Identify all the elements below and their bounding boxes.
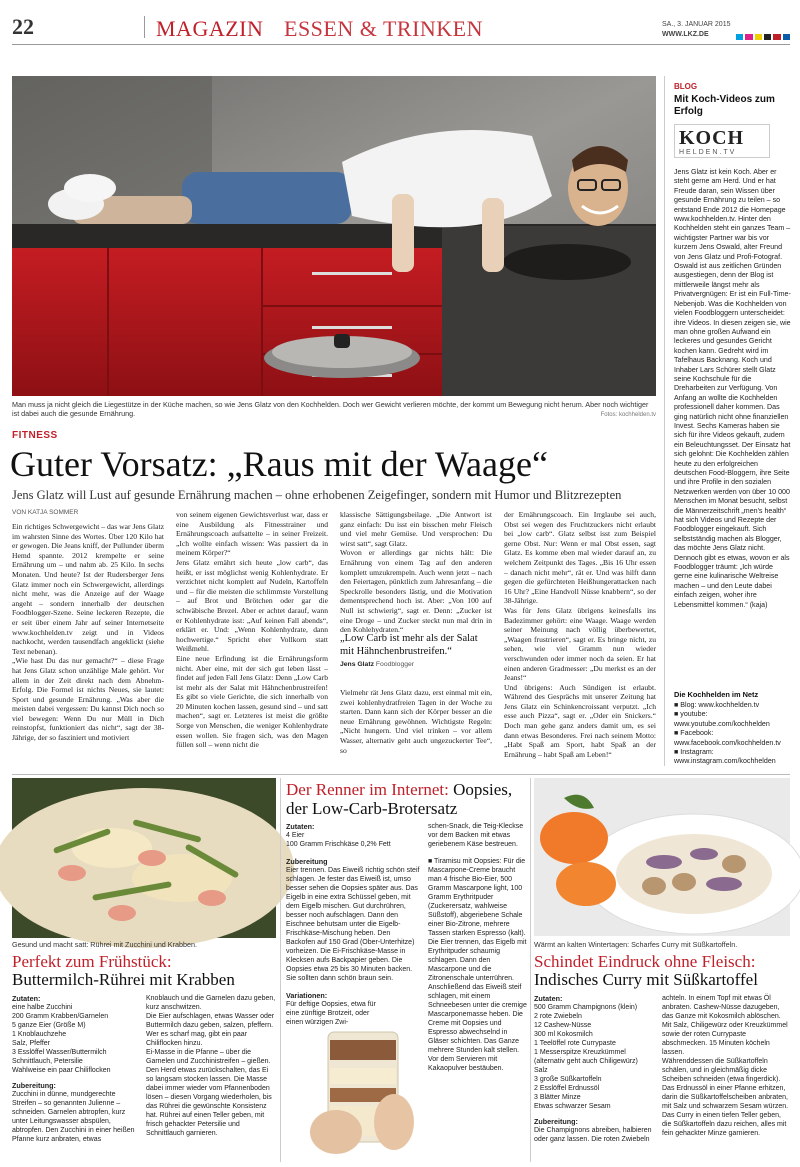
ruehrei-column-2: Knoblauch und die Garnelen dazu geben, kurz anschwitzen. Die Eier aufschlagen, etwas Wasser oder Buttermilch dazu geben, salzen, pfeffern. Wer es scharf mag, gibt ein paar Chiliflocken hinzu. Ei-Masse in die Pfanne – über die Garnelen und Zucchinistreifen – gießen. Den Herd etwas zurückschalten, das Ei so langsam stocken lassen. Die Masse dabei immer wieder vom Pfannenboden lösen – diesen Vorgang wiederholen, bis das Rührei die gewünschte Konsistenz hat. Rührei auf einen Teller geben, mit frisch gehackter Petersilie und Schnittlauch garnieren. [146, 995, 276, 1137]
pullquote-author: Jens Glatz [340, 661, 374, 668]
article-column-3b: Vielmehr rät Jens Glatz dazu, erst einmal mit ein, zwei kohlenhydratfreien Tagen in der Woche zu starten. Dann kann sich der Körper besser an die neue Ernährung gewöhnen. Wichtigste Regeln: „Nicht hungern. Und viel trinken – vor allem Wasser, alternativ geht auch ungezuckerter Tee“, so [340, 688, 492, 755]
curry-caption: Wärmt an kalten Wintertagen: Scharfes Curry mit Süßkartoffeln. [534, 940, 738, 949]
oopsies-prep-label: Zubereitung [286, 857, 328, 866]
article-column-4: der Ernährungscoach. Ein Irrglaube sei auch, Obst sei wegen des Fruchtzuckers nicht erlaubt bei „low carb“. Glatz selbst isst zum Beispiel gerne Obst. Nur: Wenn er mal Obst essen, sagt Glatz. Es komme eben mal wieder darauf an, zu welchem Zeitpunkt des Tages. „Bis 16 Uhr essen – danach nicht mehr“, rät er. Und was hilft dann gegen die gefürchteten Heißhungerattacken nach 16 Uhr? „Eine Handvoll Nüsse knabbern“, so der 38-Jährige. Was für Jens Glatz übrigens keinesfalls ins Badezimmer gehört: eine Waage. Waage werden seiner Meinung nach völlig überbewertet, „Waagen frustrieren“, sagt er. Es bringe nicht, zu sehen, wie viel Gramm nun wieder verschwunden oder immer noch da seien. Er hat einen anderen Gradmesser: „Du merkst es an der Jeans!“ Und übrigens: Auch Sündigen ist erlaubt. Während des Gesprächs mit unserer Zeitung hat Jens Glatz ein Schinkencroissant verputzt. „Ich esse auch Pizza“, sagt er. „Oder ein Snickers.“ Doch man gehe ganz anders damit um, es sei dann etwas Besonderes. Frei nach seinem Motto: „Habt Spaß am Sport, habt Spaß an der Ernährung – habt Spaß am Leben!“ [504, 510, 656, 759]
curry-title: Indisches Curry mit Süßkartoffel [534, 970, 758, 989]
sidebar-text: Jens Glatz ist kein Koch. Aber er steht gerne am Herd. Und er hat Freude daran, sein Wissen über gesunde Ernährung zu teilen – so entstand Ende 2012 die Homepage www.kochhelden.tv. Hinter den Kochhelden steht ein ganzes Team – wichtigster Partner war bis vor kurzem Jens Oswald, alter Freund von Jens Glatz und Profi-Fotograf. Oswald ist aus zeitlichen Gründen ausgestiegen, denn der Blog ist mittlerweile längst mehr als Privatvergnügen: Er ist ein Full-Time-Nebenjob. Was die Kochhelden von vielen Foodbloggern unterscheidet: ihre Videos. In diesen zeigen sie, wie man ohne großen Aufwand ein leckeres und gesundes Gericht kochen kann. Gedreht wird im Tafelhaus Backnang. Koch und Inhaber Lars Schürer stellt Glatz seine Kochschule für die Dreharbeiten zur Verfügung. Von Anfang an wollte die Kochhelden professionell daher kommen. Das ging natürlich nicht ohne finanziellen Invest. Sechs Kameras haben sie sich für ihre Videos gekauft, zudem ein Beleuchtungsset. Der Einsatz hat sich gelohnt: Die Kochhelden zählen heute zu den erfolgreichen deutschen Food-Bloggern, ihre Seite und ihre Profile in den sozialen Netzwerken werden von über 10 000 Menschen im Monat besucht, selbst die Männerzeitschrift „men's health“ hat sich Videos und Rezepte der Foodblogger eingekauft. Sich selbstständig machen als Blogger, das möchte Jens Glatz nicht. Dennoch gibt es etwas, wovon er als Foodblogger träumt: „Ich würde gerne eine kulinarische Weltreise machen – und den Leute dabei einfach zeigen, woher ihre Lebensmittel kommen.“ (kaja) [674, 168, 791, 609]
article-column-3: klassische Sättigungsbeilage. „Die Antwort ist ganz einfach: Du isst ein bisschen mehr Fleisch und viel mehr Gemüse. Und versprochen: Du wirst satt“, sagt Glatz. Wovon er allerdings gar nichts hält: Die Ernährung von einem Tag auf den anderen komplett umzukrempeln. Auch wenn jetzt – nach den Feiertagen, pünktlich zum Jahresanfang – die Speckrolle besonders lästig, und die Motivation dementsprechend hoch ist. Aber: „Von 100 auf Null ist schwierig“, sagt er. Denn: „Zucker ist eine Droge – und Zucker steckt nun mal drin in den Kohlehydraten.“ [340, 510, 492, 635]
oopsies-title-red: Der Renner im Internet: [286, 780, 449, 799]
link-blog-text[interactable]: Blog: www.kochhelden.tv [680, 701, 760, 709]
oopsies-ingredients: 4 Eier 100 Gramm Frischkäse 0,2% Fett [286, 832, 391, 848]
oopsies-variations: Für deftige Oopsies, etwa für eine zünftige Brotzeit, oder einen würzigen Zwi- [286, 1001, 376, 1026]
curry-prep-label: Zubereitung: [534, 1117, 578, 1126]
kochhelden-logo [674, 124, 770, 158]
section-title: MAGAZIN [156, 16, 264, 41]
oopsies-col2-text: schen-Snack, die Teig-Kleckse vor dem Backen mit etwas geriebenem Käse bestreuen. [428, 823, 524, 848]
tiramisu-body: Tiramisu mit Oopsies: Für die Mascarpone-Creme braucht man 4 frische Bio-Eier, 500 Gramm Mascarpone light, 100 Gramm Erythritpuder (Zuckerersatz, wahlweise Süßstoff), abgeriebene Schale einer Bio-Zitrone, mehrere Tassen starken Espresso (kalt). Die Eier trennen, das Eigelb mit Erythritpuder schaumig schlagen. Dann den Mascarpone und die Zitronenschale unterrühren. Anschließend das Eiweiß steif schlagen, mit einem Schneebesen unter die cremige Mascarponemasse heben. Die Creme mit Oopsies und Espresso abwechselnd in Gläser schichten. Das Ganze mehrere Stunden kalt stellen. Vor dem Servieren mit Kakaopulver bestäuben. [428, 858, 527, 1072]
tiramisu-text: ■ Tiramisu mit Oopsies: Für die Mascarpone-Creme braucht man 4 frische Bio-Eier, 500 Gramm Mascarpone light, 100 Gramm Erythritpuder (Zuckerersatz, wahlweise Süßstoff), abgeriebene Schale einer Bio-Zitrone, mehrere Tassen starken Espresso (kalt). Die Eier trennen, das Eigelb mit Erythritpuder schaumig schlagen. Dann den Mascarpone und die Zitronenschale unterrühren. Anschließend das Eiweiß steif schlagen, mit einem Schneebesen unter die cremige Mascarponemasse heben. Die Creme mit Oopsies und Espresso abwechselnd in Gläser schichten. Das Ganze mehrere Stunden kalt stellen. Vor dem Servieren mit Kakaopulver bestäuben. [428, 858, 527, 1072]
article-column-2: von seinem eigenen Gewichtsverlust war, dass er eine Ausbildung als Fitnesstrainer und Ernährungscoach aufsattelte – in seiner Freizeit. „Ich wollte einfach wissen: Was passiert da in meinem Körper?“ Jens Glatz ernährt sich heute „low carb“, das heißt, er isst möglichst wenig Kohlenhydrate. Er verzichtet nicht komplett auf Nudeln, Kartoffeln und – für die meisten die schlimmste Vorstellung – auf Brot und Brötchen oder gar die schwäbische Brezel. Aber er achtet darauf, wann er Kohlenhydrate isst: „Auf keinen Fall abends“, erklärt er. Und: „Wenn Kohlenhydrate, dann hochwertige.“ Spricht eher Vollkorn statt Weißmehl. Eine neue Erfindung ist die Ernährungsform nicht. Aber eine, mit der sich gut leben lässt – findet auf jeden Fall Jens Glatz: Denn „Low Carb ist mehr als der Salat mit Hähnchenbrustreifen! Es gibt so viele Gerichte, die sich innerhalb von 20 Minuten kochen lassen, gesund sind – und satt machen“, sagt er. Letzteres ist meist die größte Sorge von Menschen, die weniger Kohlenhydrate essen wollen. Sie fragen sich, was den Magen füllen soll – wenn nicht die [176, 510, 328, 750]
oopsies-col-1 [286, 822, 420, 1027]
pullquote-role: Foodblogger [375, 661, 415, 668]
curry-title-red: Schindet Eindruck ohne Fleisch: [534, 952, 756, 971]
header-divider [144, 16, 145, 38]
curry-column-2: achteln. In einem Topf mit etwas Öl anbraten. Cashew-Nüsse dazugeben, das Ganze mit Kokosmilch ablöschen. Mit Salz, Chiligewürz oder Kreuzkümmel sowie der roten Currypaste abschmecken. 15 Minuten köcheln lassen. Währenddessen die Süßkartoffeln schälen, und in gleichmäßig dicke Scheiben schneiden (etwa fingerdick). Das Erdnussöl in einer Pfanne erhitzen, darin die Süßkartoffelscheiben anbraten, mit Salz und schwarzem Sesam würzen. Das Curry in einen tiefen Teller geben, die Süßkartoffeln dazu reichen, alles mit fein gehackter Minze garnieren. [662, 995, 789, 1137]
ruehrei-photo [12, 778, 276, 938]
link-blog[interactable]: ■ Blog: www.kochhelden.tv [674, 701, 760, 709]
subsection-title: ESSEN & TRINKEN [284, 16, 483, 41]
curry-image [534, 778, 790, 936]
article-subhead: Jens Glatz will Lust auf gesunde Ernährung machen – ohne erhobenen Zeigefinger, sondern mit Humor und Blitzrezepten [12, 488, 622, 502]
logo-subtext: HELDEN.TV [679, 149, 737, 156]
prep-text: Zucchini in dünne, mundgerechte Streifen – so genannten Julienne – schneiden. Garnelen abtropfen, kurz unter Leitungswasser abspülen, abtropfen. Den Zucchini in einer heißen Pfanne kurz anbraten, etwas [12, 1091, 135, 1143]
tiramisu-glass-image [306, 1012, 422, 1162]
website: WWW.LKZ.DE [662, 31, 709, 38]
page-header [0, 0, 800, 46]
ruehrei-title-red: Perfekt zum Frühstück: [12, 952, 172, 971]
main-photo [12, 76, 656, 396]
ingredients-list: eine halbe Zucchini 200 Gramm Krabben/Garnelen 5 ganze Eier (Größe M) 1 Knoblauchzehe Salz, Pfeffer 3 Esslöffel Wasser/Buttermilch Schnittlauch, Petersilie Wahlweise ein paar Chiliflocken [12, 1004, 111, 1074]
link-facebook[interactable]: ■ Facebook: www.facebook.com/kochhelden.tv [674, 729, 781, 747]
color-bar [736, 34, 790, 40]
caption-text: Man muss ja nicht gleich die Liegestütze in der Küche machen, so wie Jens Glatz von den Kochhelden. Doch wer Gewicht verlieren möchte, der kommt um Bewegung nicht herum. Aber noch wichtiger ist dabei auch die gesunde Ernährung. [12, 400, 649, 418]
curry-prep: Die Champignons abreiben, halbieren oder ganz lassen. Die roten Zwiebeln [534, 1127, 652, 1143]
link-instagram[interactable]: ■ Instagram: www.instagram.com/kochhelden [674, 748, 776, 766]
oopsies-prep: Eier trennen. Das Eiweiß richtig schön steif schlagen. Je fester das Eiweiß ist, umso besser sehen die Oopsies später aus. Das Eigelb in eine extra Schüssel geben, mit dem Eigelb mischen. Gut durchrühren, besser noch aufschlagen. Dann den Eischnee behutsam unter die Eigelb-Frischkäse-Mischung heben. Den Backofen auf 150 Grad (Ober-Unterhitze) vorheizen. Die Ei-Frischkäse-Masse in Klecksen aufs Backpapier geben. Die Oopsies etwa 25 bis 30 Minuten backen. Sie sollten dann schön braun sein. [286, 867, 420, 982]
pullquote-attribution [340, 661, 492, 668]
oopsies-variations-label: Variationen: [286, 991, 328, 1000]
issue-date: SA., 3. JANUAR 2015 [662, 21, 731, 28]
link-instagram-text[interactable]: Instagram: www.instagram.com/kochhelden [674, 748, 776, 766]
curry-photo [534, 778, 790, 936]
oopsies-col-2 [428, 822, 528, 1073]
oopsies-ingredients-label: Zutaten: [286, 822, 315, 831]
sidebar-links [674, 701, 792, 767]
tiramisu-photo [306, 1012, 422, 1162]
article-byline: VON KATJA SOMMER [12, 509, 79, 516]
sidebar-label: BLOG [674, 82, 698, 91]
pullquote [340, 633, 492, 668]
curry-col-1 [534, 994, 654, 1144]
ingredients-label: Zutaten: [12, 994, 41, 1003]
link-facebook-text[interactable]: Facebook: www.facebook.com/kochhelden.tv [674, 729, 781, 747]
logo-text: KOCH [679, 127, 745, 149]
ruehrei-image [12, 778, 276, 938]
sidebar-links-title: Die Kochhelden im Netz [674, 690, 759, 699]
oopsies-title-black1: Oopsies, [448, 780, 513, 799]
pullquote-text: „Low Carb ist mehr als der Salat mit Hähnchenbrustreifen.“ [340, 633, 478, 657]
prep-label: Zubereitung: [12, 1081, 56, 1090]
photo-caption [12, 400, 656, 420]
link-youtube[interactable]: ■ youtube: www.youtube.com/kochhelden [674, 710, 770, 728]
sidebar-title: Mit Koch-Videos zum Erfolg [674, 94, 775, 117]
article-headline: Guter Vorsatz: „Raus mit der Waage“ [10, 444, 548, 484]
curry-ingredients-label: Zutaten: [534, 994, 563, 1003]
article-kicker: FITNESS [12, 430, 58, 441]
ruehrei-caption: Gesund und macht satt: Rührei mit Zucchini und Krabben. [12, 940, 197, 949]
oopsies-title-black2: der Low-Carb-Brotersatz [286, 799, 458, 818]
page-number: 22 [12, 14, 34, 39]
ruehrei-ingredients [12, 994, 140, 1144]
curry-ingredients: 500 Gramm Champignons (klein) 2 rote Zwiebeln 12 Cashew-Nüsse 300 ml Kokosmilch 1 Teelöffel rote Currypaste 1 Messerspitze Kreuzkümmel (alternativ geht auch Chiligewürz) Salz 3 große Süßkartoffeln 2 Esslöffel Erdnussöl 3 Blätter Minze Etwas schwarzer Sesam [534, 1004, 638, 1110]
kitchen-scene-image [12, 76, 656, 396]
article-column-1: Ein richtiges Schwergewicht – das war Jens Glatz im wahrsten Sinne des Wortes. Über 120 Kilo hat er gewogen. Die Jeans kniff, der Pullunder überm Hemd spannte. 2012 krempelte er seine Ernährung um – und nahm ab. 25 Kilo. In sechs Monaten. Und heute? Ist der Rudersberger Jens Glatz immer noch ein Schwergewicht, allerdings nicht mehr, was die Anzeige auf der Waage angeht – sondern innerhalb der deutschen Foodblogger-Szene. Seine leckeren Rezepte, die er seit über einem Jahr auf seiner Internetseite www.kochhelden.tv zeigt und in Videos nachkocht, werden tausendfach angeklickt (siehe Text nebenan). „Wie hast Du das nur gemacht?“ – diese Frage hat Jens Glatz schon unzählige Male gehört. Vor allem in der Zeit direkt nach dem Abnehm-Erfolg. Die Formel ist nichts Neues, sie lautet: Sport und gesunde Ernährung. „Was aber die meisten dabei vergessen: Du kannst Dich noch so viel bewegen: Wenn Du nur Müll in Dich reinstopfst, funktioniert das nicht“, sagt der 38-Jährige, der so fasziniert und motiviert [12, 522, 164, 743]
ruehrei-title: Buttermilch-Rührei mit Krabben [12, 970, 235, 989]
oopsies-title [286, 780, 526, 818]
link-youtube-text[interactable]: youtube: www.youtube.com/kochhelden [674, 710, 770, 728]
photo-credit: Fotos: kochhelden.tv [600, 412, 656, 418]
